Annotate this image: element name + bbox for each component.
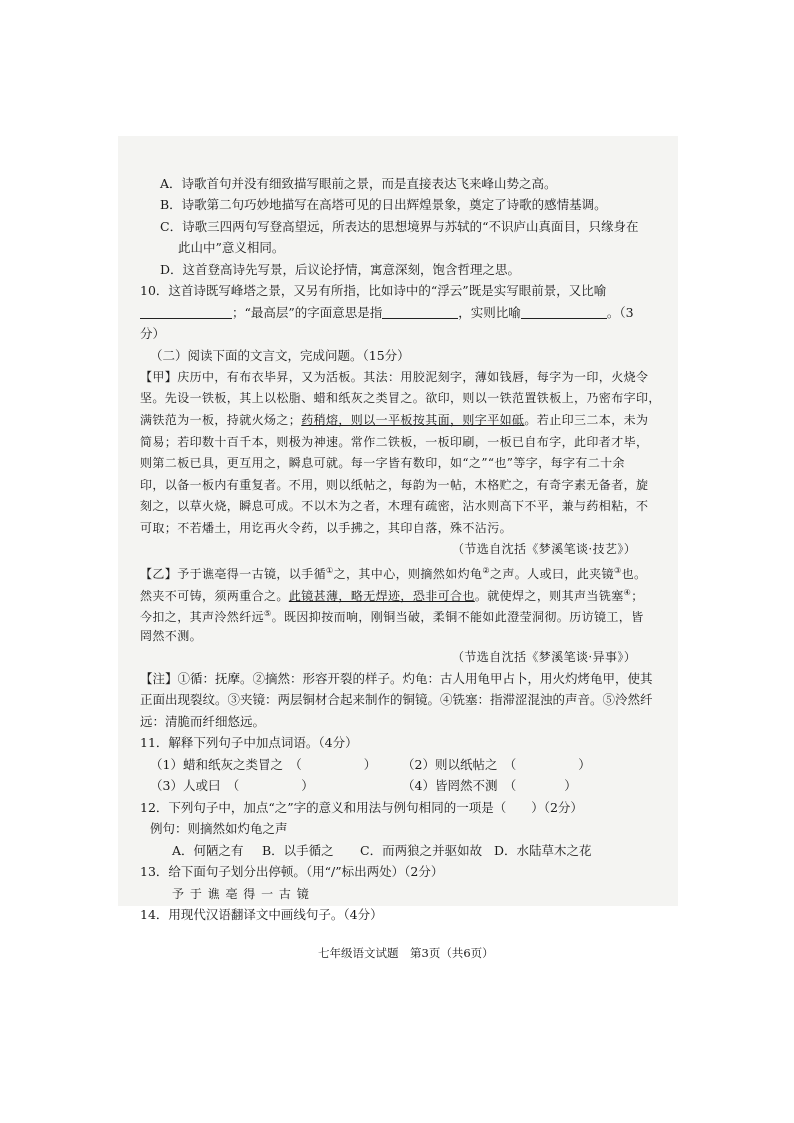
question-12-option-b: B．以手循之 bbox=[262, 843, 334, 858]
passage-yi-source: （节选自沈括《梦溪笔谈·异事》） bbox=[452, 650, 637, 664]
question-11-item3: （3）人或曰 （ ） bbox=[150, 778, 314, 793]
question-11-item1: （1）蜡和纸灰之类冒之 （ ） bbox=[150, 757, 377, 772]
answer-blank[interactable] bbox=[382, 306, 458, 319]
notes-line1: 【注】①循：抚摩。②摘然：形容开裂的样子。灼龟：古人用龟甲占卜，用火灼烤龟甲，使其 bbox=[140, 671, 653, 686]
option-9d: D．这首登高诗先写景，后议论抒情，寓意深刻，饱含哲理之思。 bbox=[160, 262, 521, 277]
passage-jia-line6: 印，以备一板内有重复者。不用，则以纸帖之，每韵为一帖，木格贮之，有奇字素无备者，旋 bbox=[140, 478, 649, 492]
passage-yi-line3: 今扣之，其声泠然纤远⑤。既因抑按而响，刚铜当破，柔铜不能如此澄莹洞彻。历访镜工，皆 bbox=[140, 609, 644, 624]
passage-jia-line3: 满铁范为一板，持就火炀之；药稍熔，则以一平板按其面，则字平如砥。若止印三二本，未为 bbox=[140, 413, 649, 427]
passage-jia-line2: 坚。先设一铁板，其上以松脂、蜡和纸灰之类冒之。欲印，则以一铁范置铁板上，乃密布字印， bbox=[140, 391, 661, 405]
passage-jia-line1: 【甲】庆历中，有布衣毕昇，又为活板。其法：用胶泥刻字，薄如钱唇，每字为一印，火烧令 bbox=[140, 370, 649, 384]
option-9b: B．诗歌第二句巧妙地描写在高塔可见的日出辉煌景象，奠定了诗歌的感情基调。 bbox=[160, 197, 607, 212]
passage-yi-line4: 罔然不测。 bbox=[140, 629, 203, 643]
question-13-sentence: 予 于 谯 亳 得 一 古 镜 bbox=[172, 887, 310, 901]
option-9c-line1: C．诗歌三四两句写登高望远，所表达的思想境界与苏轼的“不识庐山真面目，只缘身在 bbox=[160, 219, 639, 234]
passage-jia-source: （节选自沈括《梦溪笔谈·技艺》） bbox=[452, 542, 637, 556]
passage-jia-line8: 可取；不若燔土，用讫再火令药，以手拂之，其印自落，殊不沾污。 bbox=[140, 521, 513, 535]
passage-jia-line4: 简易；若印数十百千本，则极为神速。常作二铁板，一板印刷，一板已自布字，此印者才毕， bbox=[140, 435, 649, 449]
passage-jia-line7: 刻之，以草火烧，瞬息可成。不以木为之者，木理有疏密，沾水则高下不平，兼与药相粘，不 bbox=[140, 499, 649, 513]
question-10-line2: ；“最高层”的字面意思是指 ，实则比喻 。（3 bbox=[140, 305, 634, 321]
question-11-item4: （4）皆罔然不测 （ ） bbox=[402, 778, 577, 793]
question-12-option-a: A．何陋之有 bbox=[172, 843, 244, 858]
answer-blank[interactable] bbox=[140, 306, 232, 319]
question-10-line3: 分） bbox=[140, 326, 166, 341]
passage-jia-line5: 则第二板已具，更互用之，瞬息可就。每一字皆有数印，如“之”“也”等字，每字有二十余 bbox=[140, 456, 625, 470]
notes-line2: 正面出现裂纹。③夹镜：两层铜材合起来制作的铜镜。④铣塞：指滞涩混浊的声音。⑤泠然纤 bbox=[140, 692, 653, 707]
question-11-item2: （2）则以纸帖之 （ ） bbox=[402, 757, 591, 772]
underlined-sentence: 药稍熔，则以一平板按其面，则字平如砥 bbox=[301, 413, 525, 427]
page-footer: 七年级语文试题 第3页（共6页） bbox=[318, 946, 494, 960]
option-9a: A．诗歌首句并没有细致描写眼前之景，而是直接表达飞来峰山势之高。 bbox=[160, 176, 557, 191]
question-12-option-c: C．而两狼之并驱如故 bbox=[360, 843, 483, 858]
option-9c-line2: 此山中”意义相同。 bbox=[178, 240, 285, 255]
question-12-option-d: D．水陆草木之花 bbox=[494, 843, 592, 858]
answer-blank[interactable] bbox=[521, 306, 607, 319]
notes-line3: 远：清脆而纤细悠远。 bbox=[140, 714, 266, 729]
question-13-title: 13．给下面句子划分出停顿。（用“/”标出两处）（2分） bbox=[140, 864, 444, 879]
question-14-title: 14．用现代汉语翻译文中画线句子。（4分） bbox=[140, 907, 383, 922]
passage-yi-line2: 然夹不可铸，须两重合之。此镜甚薄，略无焊迹，恐非可合也。就使焊之，则其声当铣塞④； bbox=[140, 588, 644, 603]
question-11-title: 11．解释下列句子中加点词语。（4分） bbox=[140, 735, 358, 750]
question-12-example: 例句：则摘然如灼龟之声 bbox=[150, 821, 288, 836]
question-10-line1: 10．这首诗既写峰塔之景，又另有所指，比如诗中的“浮云”既是实写眼前景，又比喻 bbox=[140, 283, 607, 298]
passage-yi-line1: 【乙】予于谯亳得一古镜，以手循①之，其中心，则摘然如灼龟②之声。人或曰，此夹镜③也。 bbox=[140, 566, 647, 581]
section-2-heading: （二）阅读下面的文言文，完成问题。（15分） bbox=[150, 348, 410, 363]
underlined-sentence: 此镜甚薄，略无焊迹，恐非可合也 bbox=[288, 589, 475, 603]
question-12-title: 12．下列句子中，加点“之”字的意义和用法与例句相同的一项是（ ）（2分） bbox=[140, 800, 583, 815]
